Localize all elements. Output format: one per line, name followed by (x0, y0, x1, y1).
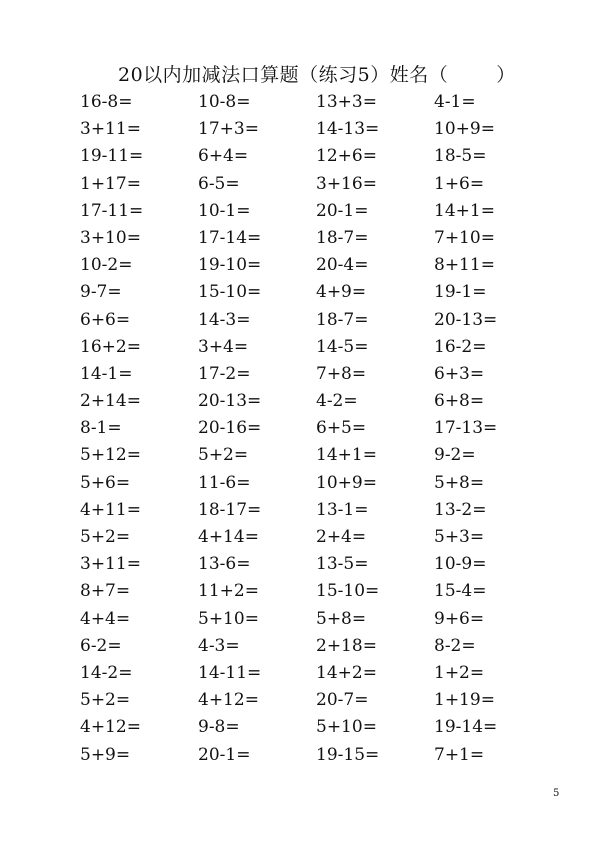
problem-cell: 2+4= (316, 527, 367, 547)
problem-cell: 4-3= (198, 635, 240, 656)
problem-cell: 10-2= (80, 255, 133, 276)
problem-cell: 6+3= (434, 363, 485, 384)
problem-cell: 16-8= (80, 92, 133, 112)
problem-cell: 19-10= (198, 255, 262, 276)
problem-cell: 14-13= (316, 119, 380, 140)
problem-cell: 19-15= (316, 744, 380, 765)
problem-cell: 5+2= (198, 445, 249, 466)
problem-cell: 2+14= (80, 391, 141, 412)
problem-cell: 20-1= (316, 200, 369, 221)
problem-cell: 5+2= (80, 527, 131, 547)
problem-cell: 4+12= (198, 690, 259, 711)
problem-cell: 20-7= (316, 690, 369, 711)
problem-cell: 9-7= (80, 282, 122, 303)
problem-cell: 6+4= (198, 146, 249, 167)
problem-cell: 17+3= (198, 119, 259, 140)
problem-cell: 7+8= (316, 363, 367, 384)
problem-cell: 6+8= (434, 391, 485, 412)
problem-cell: 16+2= (80, 336, 141, 357)
problem-cell: 19-1= (434, 282, 487, 303)
problem-cell: 10+9= (316, 472, 377, 493)
problem-cell: 5+8= (434, 472, 485, 493)
problem-cell: 11-6= (198, 472, 251, 493)
problem-cell: 8+11= (434, 255, 495, 276)
problem-cell: 20-1= (198, 744, 251, 765)
problem-cell: 18-7= (316, 227, 369, 248)
problem-cell: 10-1= (198, 200, 251, 221)
problem-cell: 9+6= (434, 608, 485, 629)
problem-cell: 4-1= (434, 92, 476, 112)
problem-cell: 6+5= (316, 418, 367, 439)
problem-cell: 17-14= (198, 227, 262, 248)
problem-cell: 8-1= (80, 418, 122, 439)
problem-cell: 8-2= (434, 635, 476, 656)
problem-cell: 5+10= (316, 717, 377, 738)
problem-cell: 16-2= (434, 336, 487, 357)
problem-cell: 2+18= (316, 635, 377, 656)
problem-cell: 6+6= (80, 309, 131, 330)
problem-cell: 3+11= (80, 554, 141, 575)
title-close-paren: ） (496, 64, 516, 86)
problem-cell: 17-13= (434, 418, 498, 439)
problem-cell: 20-13= (434, 309, 498, 330)
problem-cell: 15-4= (434, 581, 487, 602)
problem-cell: 10-9= (434, 554, 487, 575)
problem-cell: 18-5= (434, 146, 487, 167)
page-number: 5 (553, 788, 560, 799)
problem-cell: 14-11= (198, 662, 262, 683)
problem-cell: 1+19= (434, 690, 495, 711)
problem-cell: 17-2= (198, 363, 251, 384)
problem-cell: 5+9= (80, 744, 131, 765)
problem-cell: 6-2= (80, 635, 122, 656)
problem-cell: 6-5= (198, 173, 240, 194)
page-title (118, 60, 516, 87)
problem-cell: 13-1= (316, 499, 369, 520)
problem-cell: 4+12= (80, 717, 141, 738)
problem-grid (80, 89, 552, 769)
problem-cell: 20-4= (316, 255, 369, 276)
problem-cell: 14+1= (434, 200, 495, 221)
problem-cell: 15-10= (198, 282, 262, 303)
problem-cell: 14+2= (316, 662, 377, 683)
problem-cell: 13-5= (316, 554, 369, 575)
problem-cell: 14-1= (80, 363, 133, 384)
problem-cell: 17-11= (80, 200, 144, 221)
problem-cell: 5+6= (80, 472, 131, 493)
problem-cell: 5+8= (316, 608, 367, 629)
problem-cell: 5+10= (198, 608, 259, 629)
problem-cell: 3+10= (80, 227, 141, 248)
problem-cell: 15-10= (316, 581, 380, 602)
problem-cell: 14-2= (80, 662, 133, 683)
problem-cell: 14-5= (316, 336, 369, 357)
title-text: 20以内加减法口算题（练习5）姓名（ (118, 64, 449, 86)
problem-cell: 7+10= (434, 227, 495, 248)
problem-cell: 13-2= (434, 499, 487, 520)
problem-cell: 14+1= (316, 445, 377, 466)
problem-cell: 13-6= (198, 554, 251, 575)
problem-cell: 11+2= (198, 581, 259, 602)
problem-cell: 9-2= (434, 445, 476, 466)
problem-cell: 19-14= (434, 717, 498, 738)
problem-cell: 19-11= (80, 146, 144, 167)
problem-cell: 13+3= (316, 92, 377, 112)
problem-cell: 4+9= (316, 282, 367, 303)
problem-cell: 3+11= (80, 119, 141, 140)
problem-cell: 3+16= (316, 173, 377, 194)
problem-cell: 4+4= (80, 608, 131, 629)
problem-cell: 5+12= (80, 445, 141, 466)
problem-cell: 1+6= (434, 173, 485, 194)
problem-cell: 12+6= (316, 146, 377, 167)
problem-cell: 20-13= (198, 391, 262, 412)
problem-cell: 8+7= (80, 581, 131, 602)
problem-cell: 10+9= (434, 119, 495, 140)
problem-cell: 18-7= (316, 309, 369, 330)
problem-cell: 3+4= (198, 336, 249, 357)
problem-cell: 1+2= (434, 662, 485, 683)
problem-cell: 4+14= (198, 527, 259, 547)
problem-cell: 5+3= (434, 527, 485, 547)
problem-cell: 14-3= (198, 309, 251, 330)
problem-cell: 20-16= (198, 418, 262, 439)
problem-cell: 7+1= (434, 744, 485, 765)
problem-cell: 18-17= (198, 499, 262, 520)
problem-cell: 4-2= (316, 391, 358, 412)
problem-cell: 10-8= (198, 92, 251, 112)
problem-cell: 5+2= (80, 690, 131, 711)
problem-cell: 9-8= (198, 717, 240, 738)
problem-cell: 4+11= (80, 499, 141, 520)
problem-cell: 1+17= (80, 173, 141, 194)
